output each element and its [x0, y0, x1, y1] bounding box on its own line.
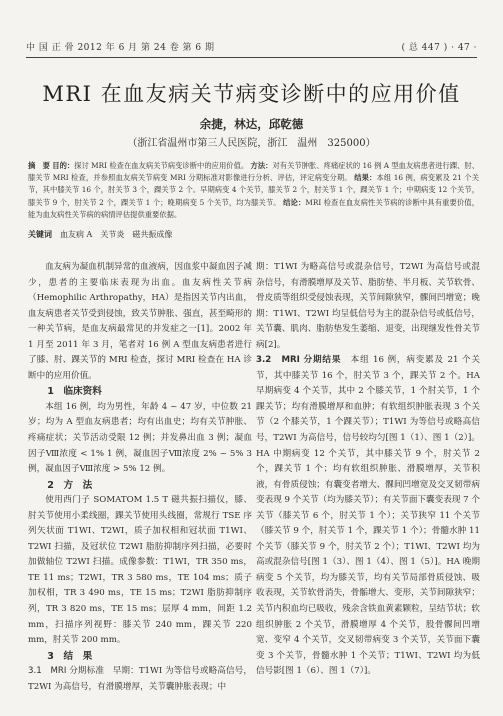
- abstract-methods: 对有关节肿胀、疼痛症状的 16 例 A 型血友病患者进行踝、肘、膝关节 MRI 检查，并参照血友病关节病变 MRI 分期标准对影像进行分析、评估，评定病变分期。: [28, 161, 480, 183]
- body-column-right: [256, 260, 480, 680]
- section-heading-clinical: 1 临床资料: [47, 386, 102, 398]
- results-label: 结果：: [354, 173, 377, 183]
- outcome-text: 本组 16 例，病变累及 21 个关节，其中膝关节 16 个，肘关节 3 个，踝关节 2 个。HA 早期病变 4 个关节，其中 2 个膝关节，1 个肘关节，1 个踝关节；均有滑膜增厚和血肿；有软组织肿胀表现 3 个关节（2 个膝关节，1 个踝关节）；T1WI 为等信号或略高信号，T2WI 为高信号，信号较均匀[图 1（1）、图 1（2）]。HA 中期病变 12 个关节，其中膝关节 9 个，肘关节 2 个，踝关节 1 个；均有软组织肿胀、滑膜增厚，关节积液，有骨质侵蚀；有囊变者增大、髁间凹增宽及交叉韧带病变表现 9 个关节（均为膝关节）；有关节面下囊变表现 7 个关节（膝关节 6 个，肘关节 1 个）；关节狭窄 11 个关节（膝关节 9 个，肘关节 1 个，踝关节 1 个）；骨髓水肿 11 个关节（膝关节 9 个，肘关节 2 个）；T1WI、T2WI 均为高或混杂信号[图 1（3）、图 1（4）、图 1（5）]。HA 晚期病变 5 个关节，均为膝关节，均有关节局部骨质侵蚀、吸收表现，关节软骨消失，骨骺增大、变形，关节间隙狭窄；关节内积血均已吸收，残余含铁血黄素颗粒，呈结节状；软组织肿胀 2 个关节，滑膜增厚 4 个关节，股骨髁间凹增宽、变窄 4 个关节，交叉韧带病变 3 个关节，关节面下囊变 3 个关节，骨髓水肿 1 个关节；T1WI、T2WI 均为低信号影[图 1（6）、图 1（7）]。: [256, 355, 480, 677]
- abstract-results: 本组 16 例，病变累及 21 个关节，其中膝关节 16 个，肘关节 3 个，踝关节 2 个。早期病变 4 个关节，膝关节 2 个，肘关节 1 个，踝关节 1 个；中期病变 12 个关节，膝关节 9 个，肘关节 2 个，踝关节 1 个；晚期病变 5 个关节，均为膝关节。: [28, 173, 479, 207]
- authors: 余捷，林达，邱乾德: [199, 117, 304, 131]
- staging-continued-paragraph: 期：T1WI 为略高信号或混杂信号，T2WI 为高信号或混杂信号，有滑膜增厚及关节、脂肪垫、半月板、关节软骨、骨皮质等组织受侵蚀表现，关节间隙狭窄，髁间凹增宽；晚期：T1WI、T2WI 均呈低信号为主的混杂信号或低信号，关节囊、肌肉、脂肪垫发生萎缩、退变，出现继发性骨关节病[2]。: [256, 262, 480, 350]
- section-heading-methods: 2 方 法: [47, 479, 93, 491]
- subheading-outcome: 3.2 MRI 分期结果: [256, 355, 342, 366]
- abstract-objective: 探讨 MRI 检查在血友病关节病变诊断中的应用价值。: [74, 161, 249, 170]
- intro-paragraph: 血友病为凝血机制异常的血液病，因血浆中凝血因子减少，患者的主要临床表现为出血。血友病性关节病（Hemophilic Arthropathy，HA）是指因关节内出血，血友病患者关节受到侵蚀，致关节肿胀、强直，甚至畸形的一种关节病，是血友病最常见的并发症之一[1]。2002 年 1 月至 2011 年 3 月，笔者对 16 例 A 型血友病患者进行了膝、肘、踝关节的 MRI 检查，探讨 MRI 检查在 HA 诊断中的应用价值。: [28, 262, 252, 381]
- staging-text: 早期：T1WI 为等信号或略高信号，T2WI 为高信号，有滑膜增厚，关节囊肿胀表现；中: [28, 666, 252, 692]
- body-column-left: [28, 260, 252, 695]
- keywords: [28, 229, 479, 240]
- journal-issue-info: 中 国 正 骨 2012 年 6 月 第 24 卷 第 6 期: [26, 43, 215, 53]
- abstract-conclusion: MRI 检查在血友病性关节病的诊断中具有重要价值，能为血友病性关节病的病情评估提供重要依据。: [28, 197, 480, 219]
- keywords-label: 关键词: [28, 230, 52, 239]
- keywords-items: 血友病 A 关节炎 磁共振成像: [60, 230, 173, 239]
- running-header: [26, 40, 477, 58]
- methods-paragraph: 使用西门子 SOMATOM 1.5 T 磁共振扫描仪，膝、肘关节使用小柔线圈，踝关节使用头线圈，常规行 TSE 序列矢状面 T1WI、T2WI，质子加权相和冠状面 T1WI、T2WI 扫描，及冠状位 T2WI 脂肪抑制序列扫描，必要时加做轴位 T2WI 扫描。成像参数：T1WI，TR 350 ms，TE 11 ms；T2WI，TR 3 580 ms，TE 104 ms；质子加权相，TR 3 490 ms，TE 15 ms；T2WI 脂肪抑制序列，TR 3 820 ms，TE 15 ms；层厚 4 mm，间距 1.2 mm，扫描序列视野：膝关节 240 mm，踝关节 220 mm，肘关节 200 mm。: [28, 495, 252, 646]
- results-outcome-paragraph: [256, 353, 480, 679]
- clinical-paragraph: 本组 16 例，均为男性，年龄 4 ~ 47 岁，中位数 21 岁；均为 A 型血友病患者；均有出血史；均有关节肿胀、疼痛症状；关节活动受限 12 例；并发鼻出血 3 例；凝血因子Ⅷ浓度 < 1% 1 例，凝血因子Ⅷ浓度 2% ~ 5% 3 例，凝血因子Ⅷ浓度 > 5% 12 例。: [28, 401, 252, 475]
- header-rule: [26, 57, 477, 58]
- page-number: ( 总 447 ) · 47 ·: [401, 43, 477, 53]
- results-staging-paragraph: [28, 664, 252, 695]
- methods-label: 方法：: [250, 161, 273, 170]
- objective-label: 目的：: [52, 161, 75, 170]
- subheading-staging: 3.1 MRI 分期标准: [28, 666, 105, 677]
- conclusion-label: 结论：: [283, 197, 306, 207]
- abstract: [28, 160, 479, 221]
- section-heading-results: 3 结 果: [47, 650, 93, 662]
- affiliation: （浙江省温州市第三人民医院，浙江 温州 325000）: [127, 138, 376, 149]
- article-title: MRI 在血友病关节病变诊断中的应用价值: [42, 82, 461, 106]
- abstract-label: 摘 要: [28, 161, 50, 170]
